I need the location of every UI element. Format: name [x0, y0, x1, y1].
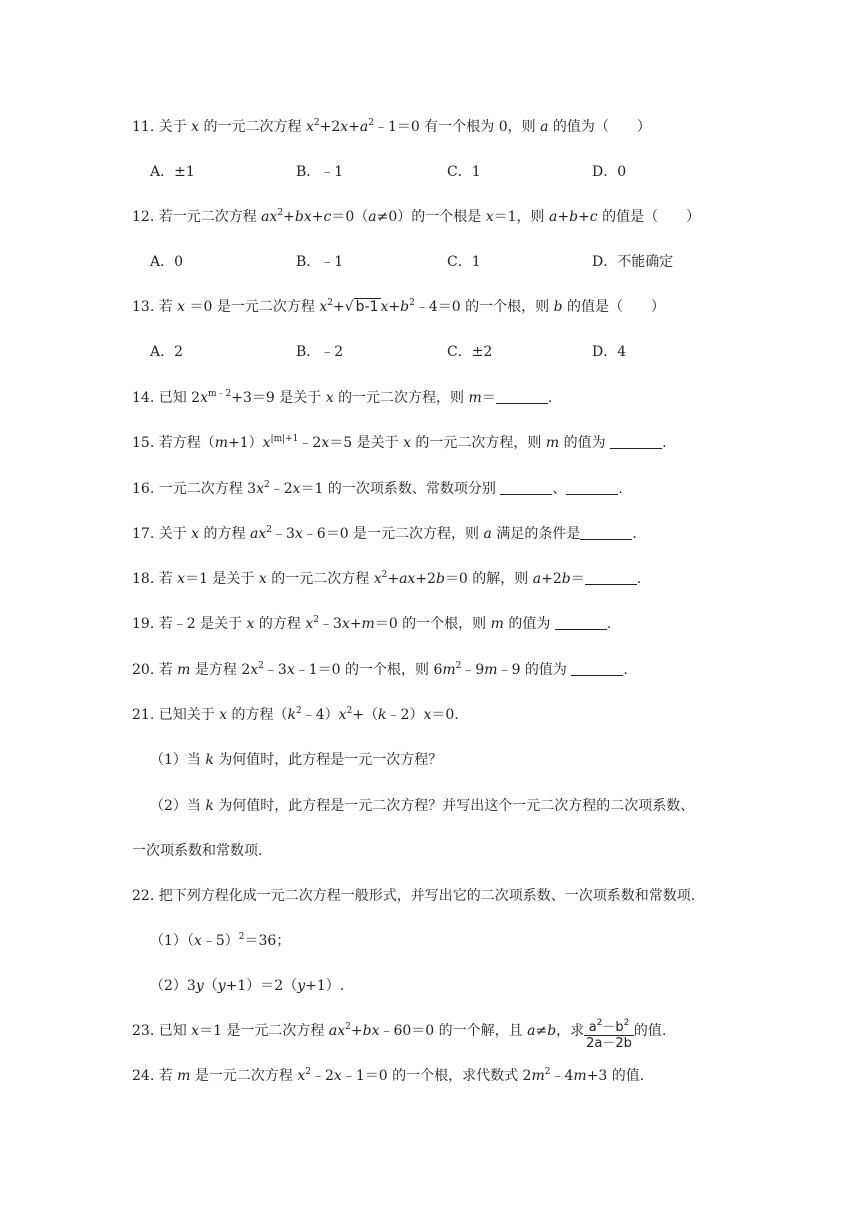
math-variable: x [403, 435, 411, 451]
math-variable: a [527, 1023, 536, 1039]
question-13-options [150, 342, 750, 362]
question-text: （ [203, 978, 218, 994]
question-text: . [623, 662, 628, 678]
exponent: 2 [368, 118, 374, 128]
question-text: + [348, 119, 360, 135]
question-text: 为何值时，此方程是一元一次方程？ [218, 752, 443, 768]
math-variable: m [545, 435, 560, 451]
option-c: C．1 [447, 164, 481, 180]
question-text: ﹣1＝0 有一个根为 0，则 [374, 119, 536, 135]
question-text: + [349, 616, 362, 632]
question-text: ﹣1＝0 的一个根，则 6 [294, 662, 443, 678]
exponent: 2 [455, 661, 462, 671]
math-variable: x [286, 662, 295, 678]
question-text: 、 [552, 481, 567, 497]
question-text: +1）. [305, 978, 345, 994]
question-text: . [636, 571, 642, 587]
math-variable: x [177, 299, 186, 315]
question-number: 14. [132, 390, 155, 406]
question-text: +2 [319, 119, 341, 135]
question-text: 的值. [633, 1023, 667, 1039]
math-variable: m [214, 435, 228, 451]
math-variable: bx [362, 1023, 380, 1039]
math-variable: x [325, 390, 334, 406]
math-variable: x [294, 526, 303, 542]
question-text: +3 的值. [586, 1068, 645, 1084]
question-text: 的一元二次方程，则 [338, 390, 465, 406]
math-variable: b [553, 299, 563, 315]
option-a: A．0 [150, 254, 184, 270]
answer-blank [585, 570, 637, 585]
option-a: A．2 [150, 344, 184, 360]
math-variable: x [338, 707, 347, 723]
exponent: 2 [266, 525, 272, 535]
question-text: ＝ [481, 390, 496, 406]
question-text: ＝1，则 [493, 209, 545, 225]
option-d: D．4 [592, 344, 627, 360]
question-text: ﹣5） [201, 933, 239, 949]
math-variable: k [205, 752, 214, 768]
math-variable: x [333, 1068, 342, 1084]
math-variable: x [340, 119, 349, 135]
exponent: 2 [313, 118, 320, 128]
answer-blank [555, 615, 607, 630]
question-text: . [662, 435, 667, 451]
question-text: 的值是（ ） [602, 209, 701, 225]
question-text: 是一元二次方程 [194, 1068, 293, 1084]
question-text: + [578, 209, 590, 225]
math-variable: x [193, 933, 202, 949]
math-variable: x [292, 481, 301, 497]
answer-blank [500, 480, 552, 495]
question-12-options [150, 252, 750, 272]
math-variable: m [573, 1068, 587, 1084]
question-text: + [388, 299, 401, 315]
math-variable: c [323, 209, 332, 225]
question-text: 的方程 [258, 616, 301, 632]
question-number: 13. [132, 299, 155, 315]
question-text: －b [602, 1020, 624, 1035]
answer-blank [580, 525, 632, 540]
question-text: 的一元二次方程，则 [415, 435, 542, 451]
math-variable: a [483, 526, 492, 542]
math-variable: a [359, 119, 369, 135]
math-variable: x [321, 435, 330, 451]
question-text: ≠ [535, 1023, 548, 1039]
exponent: 2 [277, 208, 284, 218]
option-d: D．不能确定 [592, 254, 674, 270]
option-c: C．±2 [447, 344, 493, 360]
math-variable: m [484, 662, 498, 678]
question-text: + [557, 209, 570, 225]
math-variable: b [547, 1023, 557, 1039]
math-variable: m [531, 1068, 545, 1084]
math-variable: m [361, 616, 375, 632]
question-text: +1）＝2（ [225, 978, 298, 994]
question-number: 15. [132, 435, 155, 451]
question-text: ＝0 是一元二次方程 [189, 299, 315, 315]
exponent: 2 [409, 298, 415, 308]
exponent: m﹣2 [207, 389, 232, 399]
question-text: +1） [228, 435, 263, 451]
question-text: . [618, 481, 623, 497]
question-number: 19. [132, 616, 155, 632]
question-text: （2）当 [150, 798, 201, 814]
exponent: 2 [544, 1067, 551, 1077]
question-number: 18. [132, 571, 155, 587]
math-variable: m [177, 662, 191, 678]
math-variable: x [191, 1023, 200, 1039]
question-number: 22. [132, 888, 155, 904]
question-number: 23. [132, 1023, 155, 1039]
option-c: C．1 [447, 254, 481, 270]
question-text: . [547, 390, 553, 406]
option-d: D．0 [592, 164, 627, 180]
question-21-part-1 [150, 750, 442, 770]
question-13 [132, 297, 665, 317]
question-text: ＝1 的一次项系数、常数项分别 [300, 481, 496, 497]
question-text: 若﹣2 是关于 [158, 616, 243, 632]
math-variable: a [368, 209, 377, 225]
math-variable: k [205, 798, 214, 814]
exponent: 2 [345, 1022, 351, 1032]
question-22-part-2 [150, 976, 344, 996]
math-variable: x [305, 616, 314, 632]
question-text: 已知关于 [158, 707, 215, 723]
option-b: B．﹣2 [296, 344, 344, 360]
exponent: 2 [327, 298, 333, 308]
exponent: |m|+1 [270, 434, 299, 444]
question-text: 若 [158, 662, 173, 678]
question-text: （1）当 [150, 752, 201, 768]
question-23 [132, 1020, 666, 1051]
question-19 [132, 614, 611, 634]
math-variable: b [400, 299, 410, 315]
exponent: 2 [238, 932, 245, 942]
math-variable: x [485, 209, 494, 225]
question-text: ＝0（ [331, 209, 369, 225]
question-text: ＝0 的一个根，则 [374, 616, 487, 632]
question-text: ﹣4） [301, 707, 339, 723]
question-text: 满足的条件是 [496, 526, 581, 542]
question-text: 的值为 [508, 616, 551, 632]
question-text: ＝1 是一元二次方程 [199, 1023, 325, 1039]
square-root: √ b-1 [344, 299, 379, 315]
question-text: ﹣2 [298, 435, 322, 451]
math-variable: x [423, 707, 432, 723]
question-number: 24. [132, 1068, 155, 1084]
question-text: ＝1 是关于 [185, 571, 255, 587]
math-variable: bx [294, 209, 312, 225]
question-text: + [387, 571, 400, 587]
question-text: 已知 2 [158, 390, 201, 406]
math-variable: m [177, 1068, 191, 1084]
question-text: ﹣4＝0 的一个根，则 [414, 299, 550, 315]
question-text: 若一元二次方程 [158, 209, 257, 225]
question-text: 若 [158, 299, 173, 315]
question-14 [132, 388, 552, 408]
question-text: +2 [415, 571, 436, 587]
question-text: ，求 [556, 1023, 585, 1039]
question-text: ﹣4 [550, 1068, 574, 1084]
exponent: 2 [305, 1067, 311, 1077]
math-variable: ax [328, 1023, 346, 1039]
question-number: 16. [132, 481, 155, 497]
question-number: 11. [132, 119, 155, 135]
math-variable: x [319, 299, 328, 315]
question-number: 20. [132, 662, 155, 678]
math-variable: x [341, 616, 350, 632]
question-text: 的值为（ ） [552, 119, 651, 135]
question-text: 的一元二次方程 [271, 571, 370, 587]
math-variable: x [191, 119, 200, 135]
question-text: 的方程 [203, 526, 246, 542]
question-text: 一元二次方程 3 [158, 481, 257, 497]
exponent: 2 [346, 706, 353, 716]
math-variable: y [217, 978, 226, 994]
math-variable: x [219, 707, 228, 723]
answer-blank [610, 434, 662, 449]
question-21-part-2 [150, 796, 694, 816]
math-variable: x [262, 435, 271, 451]
question-text: +（ [352, 707, 379, 723]
math-variable: x [177, 571, 186, 587]
question-text: 的方程（ [231, 707, 288, 723]
fraction-numerator [584, 1020, 634, 1036]
question-21 [132, 705, 459, 725]
question-24 [132, 1066, 644, 1086]
math-variable: a [540, 119, 549, 135]
math-variable: b [561, 571, 571, 587]
question-text: ﹣6＝0 是一元二次方程，则 [302, 526, 480, 542]
option-a: A．±1 [150, 164, 195, 180]
math-variable: k [287, 707, 297, 723]
math-variable: ax [399, 571, 416, 587]
question-text: 是方程 2 [194, 662, 251, 678]
question-text: 若 [158, 571, 173, 587]
exponent: 2 [296, 706, 302, 716]
math-variable: k [378, 707, 387, 723]
question-text: 的值是（ ） [566, 299, 665, 315]
math-variable: x [258, 571, 267, 587]
question-text: ﹣1＝0 的一个根，求代数式 2 [341, 1068, 532, 1084]
question-number: 21. [132, 707, 155, 723]
exponent: 2 [258, 661, 264, 671]
question-text: ＝0. [431, 707, 459, 723]
math-variable: a [548, 209, 558, 225]
question-16 [132, 479, 623, 499]
question-text: 关于 [158, 526, 187, 542]
math-variable: m [468, 390, 482, 406]
question-15 [132, 433, 667, 453]
question-text: ＝0 的解，则 [444, 571, 529, 587]
fraction-denominator: 2a－2b [586, 1036, 632, 1051]
question-number: 17. [132, 526, 155, 542]
answer-blank [566, 480, 618, 495]
math-variable: b [569, 209, 579, 225]
math-variable: x [305, 119, 314, 135]
math-variable: x [380, 299, 389, 315]
option-b: B．﹣1 [296, 254, 344, 270]
question-text: 一次项系数和常数项. [132, 843, 263, 859]
math-variable: x [250, 662, 259, 678]
question-text: . [606, 616, 612, 632]
question-number: 12. [132, 209, 155, 225]
fraction [584, 1020, 634, 1051]
math-variable: m [442, 662, 456, 678]
math-variable: ax [261, 209, 278, 225]
math-variable: ax [249, 526, 267, 542]
question-20 [132, 660, 628, 680]
math-variable: x [200, 390, 208, 406]
math-variable: x [297, 1068, 306, 1084]
question-11-options [150, 162, 750, 182]
question-22 [132, 886, 695, 906]
math-variable: b [435, 571, 445, 587]
question-text: + [350, 1023, 363, 1039]
question-17 [132, 524, 637, 544]
question-text: 为何值时，此方程是一元二次方程？并写出这个一元二次方程的二次项系数、 [218, 798, 695, 814]
question-text: + [283, 209, 295, 225]
exponent: 2 [623, 1018, 630, 1028]
question-text: ﹣9 [461, 662, 485, 678]
question-text: ＝36； [244, 933, 291, 949]
question-text: ﹣2） [386, 707, 424, 723]
math-variable: x [256, 481, 264, 497]
question-text: + [332, 299, 345, 315]
question-text: ﹣60＝0 的一个解，且 [379, 1023, 523, 1039]
question-text: 的一元二次方程 [203, 119, 302, 135]
math-variable: x [246, 616, 255, 632]
question-text: ﹣9 的值为 [497, 662, 567, 678]
question-text: a [588, 1020, 597, 1035]
question-text: 若 [158, 1068, 173, 1084]
math-variable: c [589, 209, 598, 225]
exponent: 2 [313, 615, 319, 625]
question-12 [132, 207, 700, 227]
math-variable: y [297, 978, 306, 994]
question-text: +3＝9 是关于 [231, 390, 322, 406]
question-text: +2 [541, 571, 562, 587]
question-text: 若方程（ [158, 435, 215, 451]
math-variable: y [195, 978, 204, 994]
exponent: 2 [596, 1018, 603, 1028]
question-text: ﹣3 [271, 526, 295, 542]
question-text: ﹣3 [318, 616, 342, 632]
math-variable: a [532, 571, 542, 587]
math-variable: x [373, 571, 382, 587]
math-variable: x [191, 526, 200, 542]
question-18 [132, 569, 641, 589]
answer-blank [571, 661, 623, 676]
question-text: ＝ [570, 571, 585, 587]
question-text: （1）（ [150, 933, 194, 949]
question-text: . [632, 526, 637, 542]
question-text: 已知 [158, 1023, 187, 1039]
question-text: ﹣3 [263, 662, 287, 678]
math-variable: m [490, 616, 504, 632]
exponent: 2 [263, 480, 270, 490]
question-11 [132, 117, 651, 137]
question-text: ＝5 是关于 [329, 435, 399, 451]
question-text: 关于 [158, 119, 187, 135]
question-text: 的值为 [563, 435, 606, 451]
question-text: （2）3 [150, 978, 196, 994]
exponent: 2 [381, 570, 388, 580]
question-text: ≠0）的一个根是 [376, 209, 482, 225]
question-21-part-2-continued [132, 841, 262, 861]
question-text: 把下列方程化成一元二次方程一般形式，并写出它的二次项系数、一次项系数和常数项. [158, 888, 696, 904]
question-text: ﹣2 [311, 1068, 334, 1084]
question-text: b-1 [355, 299, 379, 315]
answer-blank [496, 389, 548, 404]
question-text: ﹣2 [269, 481, 293, 497]
question-text: + [311, 209, 324, 225]
question-22-part-1 [150, 931, 290, 951]
option-b: B．﹣1 [296, 164, 344, 180]
